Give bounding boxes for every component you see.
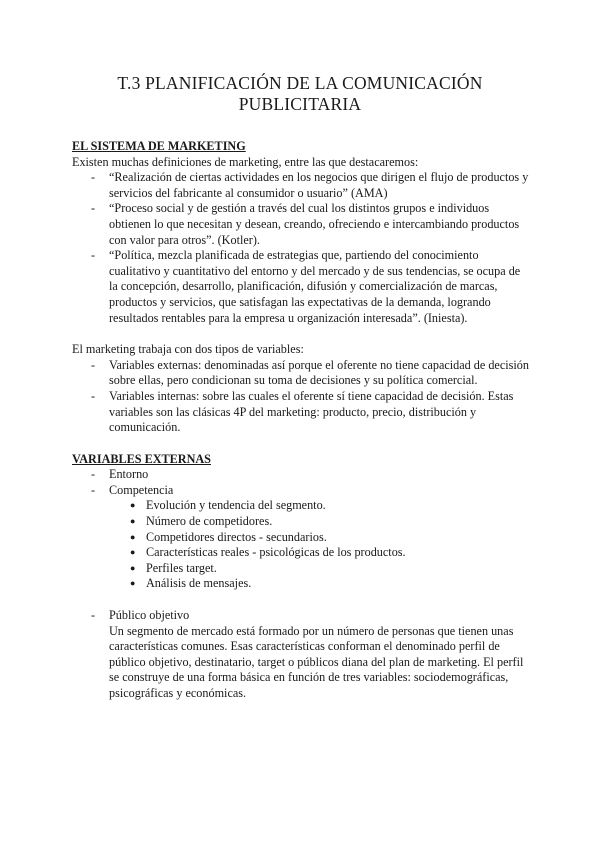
external-item-publico-objetivo <box>72 608 532 702</box>
external-variables-list <box>72 467 532 498</box>
definitions-list <box>72 170 532 326</box>
variable-text: Variables externas: denominadas así porque el oferente no tiene capacidad de decisión sobre ellas, pero condicionan su toma de decisiones y su política comercial. <box>109 357 529 388</box>
list-item <box>72 561 532 577</box>
section-heading-sistema-marketing: EL SISTEMA DE MARKETING <box>72 139 246 153</box>
list-item <box>72 514 532 530</box>
external-item-label: Competencia <box>109 482 174 497</box>
variable-item-externas <box>72 358 532 389</box>
list-item-text: Competidores directos - secundarios. <box>146 529 327 544</box>
dash-marker: - <box>91 388 96 403</box>
list-item-text: Evolución y tendencia del segmento. <box>146 498 326 513</box>
external-item-label: Entorno <box>109 467 149 482</box>
dash-marker: - <box>91 482 96 497</box>
dash-marker: - <box>91 170 96 185</box>
list-item <box>72 498 532 514</box>
publico-objetivo-list <box>72 608 532 702</box>
bullet-marker: ● <box>130 516 136 527</box>
variable-item-internas <box>72 389 532 436</box>
definition-item-ama <box>72 170 532 201</box>
external-item-entorno <box>72 467 532 483</box>
dash-marker: - <box>91 357 96 372</box>
variable-text: Variables internas: sobre las cuales el oferente sí tiene capacidad de decisión. Estas variables son las clásicas 4P del marketing: producto, precio, distribución y comunicación. <box>109 388 514 435</box>
document-body <box>72 139 532 702</box>
dash-marker: - <box>91 248 96 263</box>
definition-text: “Proceso social y de gestión a través del cual los distintos grupos e individuos obtienen lo que necesitan y desean, creando, ofreciendo e intercambiando productos con valor para otros”. (Kotler). <box>109 201 520 247</box>
list-item <box>72 545 532 561</box>
publico-objetivo-paragraph: Un segmento de mercado está formado por un número de personas que tienen unas características comunes. Esas características conforman el denominado perfil de público objetivo, destinatario, target o públicos diana del plan de marketing. El perfil se construye de una forma básica en función de tres variables: sociodemográficas, psicográficas y económicas. <box>109 623 524 700</box>
title-line-1: T.3 PLANIFICACIÓN DE LA COMUNICACIÓN <box>117 73 483 93</box>
variables-list <box>72 358 532 436</box>
list-item-text: Perfiles target. <box>146 560 217 575</box>
section-heading-variables-externas: VARIABLES EXTERNAS <box>72 451 211 466</box>
definition-item-kotler <box>72 201 532 248</box>
list-item <box>72 576 532 592</box>
definitions-intro: Existen muchas definiciones de marketing, entre las que destacaremos: <box>72 154 419 169</box>
title-line-2: PUBLICITARIA <box>238 94 362 114</box>
bullet-marker: ● <box>130 500 136 511</box>
dash-marker: - <box>91 201 96 216</box>
list-item-text: Número de competidores. <box>146 514 273 529</box>
bullet-marker: ● <box>130 578 136 589</box>
bullet-marker: ● <box>130 531 136 542</box>
bullet-marker: ● <box>130 547 136 558</box>
bullet-marker: ● <box>130 562 136 573</box>
definition-text: “Realización de ciertas actividades en los negocios que dirigen el flujo de productos y servicios del fabricante al consumidor o usuario” (AMA) <box>109 170 529 200</box>
competencia-sublist <box>72 498 532 592</box>
dash-marker: - <box>91 608 96 623</box>
list-item-text: Características reales - psicológicas de los productos. <box>146 545 406 560</box>
list-item-text: Análisis de mensajes. <box>146 576 252 591</box>
external-item-competencia <box>72 483 532 499</box>
definition-text: “Política, mezcla planificada de estrategias que, partiendo del conocimiento cualitativo y cuantitativo del entorno y del mercado y de sus tendencias, se ocupa de la concepción, desarrollo, planificación, difusión y comercialización de marcas, productos y servicios, que satisfagan las expectativas de la demanda, logrando resultados rentables para la empresa u organización interesada”. (Iniesta). <box>109 248 521 325</box>
external-item-label: Público objetivo <box>109 608 190 623</box>
dash-marker: - <box>91 467 96 482</box>
list-item <box>72 530 532 546</box>
page-title <box>60 73 540 115</box>
definition-item-iniesta <box>72 248 532 326</box>
variables-intro: El marketing trabaja con dos tipos de variables: <box>72 342 304 357</box>
